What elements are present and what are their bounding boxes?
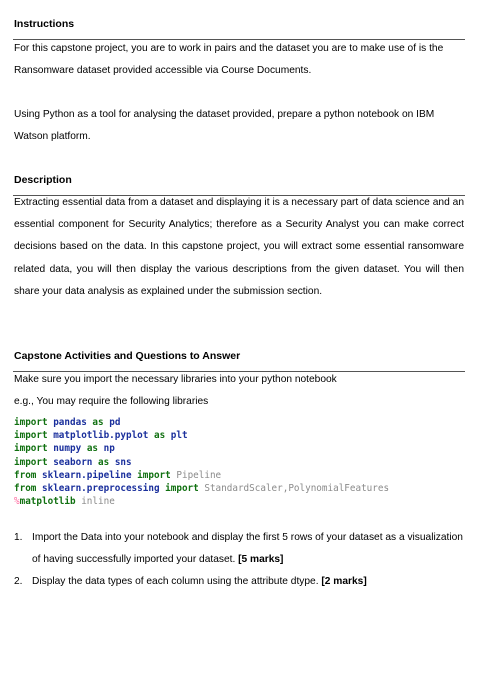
code-module: sklearn.pipeline <box>42 469 132 481</box>
question-number: 2. <box>14 576 23 588</box>
question-text: Import the Data into your notebook and display the first 5 rows of your dataset as a visualization of having successfully imported your dataset. <box>32 532 463 566</box>
code-line-7 <box>14 495 389 508</box>
instructions-heading: Instructions <box>14 18 75 30</box>
code-line-5 <box>14 469 389 482</box>
code-module: sklearn.preprocessing <box>42 483 160 495</box>
question-item <box>14 527 464 571</box>
code-keyword: import <box>137 469 171 481</box>
code-module: pandas <box>53 417 87 428</box>
question-item <box>14 571 464 593</box>
code-alias: pd <box>109 417 121 428</box>
code-module: numpy <box>53 443 82 455</box>
code-keyword: as <box>86 443 99 455</box>
code-name: Pipeline <box>176 469 222 481</box>
code-keyword: as <box>153 430 166 442</box>
code-keyword: as <box>92 417 104 428</box>
code-keyword: import <box>14 456 48 468</box>
code-line-6 <box>14 482 389 495</box>
code-keyword: import <box>14 430 48 442</box>
code-line-1 <box>14 416 389 429</box>
question-text: Display the data types of each column using the attribute dtype. <box>32 576 319 588</box>
activities-heading: Capstone Activities and Questions to Answer <box>14 350 241 362</box>
code-keyword: import <box>14 417 48 428</box>
code-module: seaborn <box>53 456 93 468</box>
description-paragraph: Extracting essential data from a dataset and displaying it is a necessary part of data science and an essential component for Security Analytics; therefore as a Security Analyst you can make correct decisions based on the data. In this capstone project, you will extract some essential ransomware related data, you will then display the various descriptions from the given dataset. You will then share your data analysis as explained under the submission section. <box>14 197 464 297</box>
code-keyword: import <box>165 483 199 495</box>
activities-example-line: e.g., You may require the following libraries <box>14 396 209 407</box>
code-keyword: from <box>14 483 37 495</box>
code-line-3 <box>14 442 389 455</box>
code-name: inline <box>81 496 115 508</box>
code-keyword: from <box>14 469 37 481</box>
instructions-paragraph-1: For this capstone project, you are to work in pairs and the dataset you are to make use of is the Ransomware dataset provided accessible via Course Documents. <box>14 43 444 77</box>
code-alias: np <box>103 443 115 455</box>
code-keyword: import <box>14 443 48 455</box>
activities-intro-line: Make sure you import the necessary libraries into your python notebook <box>14 374 337 385</box>
code-magic-symbol: % <box>14 496 20 508</box>
code-alias: plt <box>170 430 188 442</box>
code-alias: sns <box>114 456 132 468</box>
question-marks: [2 marks] <box>321 576 367 588</box>
code-line-4 <box>14 456 389 469</box>
code-line-2 <box>14 429 389 442</box>
question-number: 1. <box>14 532 23 543</box>
code-module: matplotlib.pyplot <box>53 430 149 442</box>
question-marks: [5 marks] <box>238 554 284 566</box>
code-name: StandardScaler,PolynomialFeatures <box>204 483 390 495</box>
code-keyword: as <box>98 456 110 468</box>
question-list <box>14 527 464 594</box>
instructions-paragraph-2: Using Python as a tool for analysing the dataset provided, prepare a python notebook on IBM Watson platform. <box>14 109 435 143</box>
description-heading: Description <box>14 174 72 186</box>
code-module: matplotlib <box>19 496 76 508</box>
code-block <box>14 416 389 508</box>
